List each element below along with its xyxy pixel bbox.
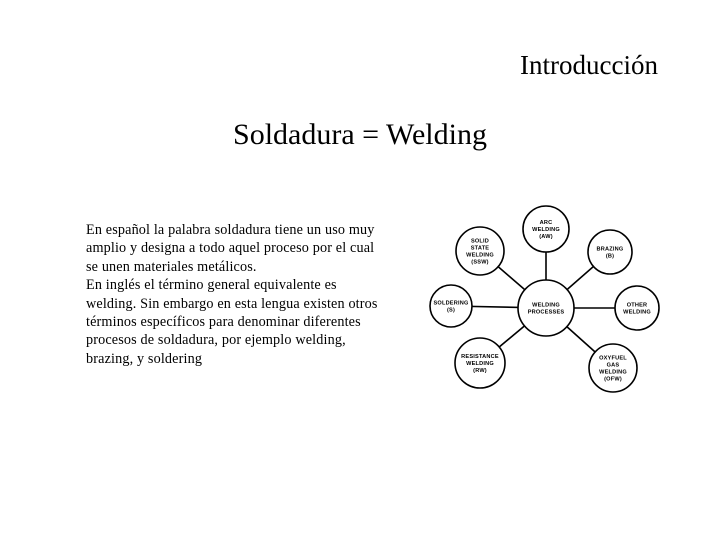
- body-text: [86, 221, 386, 368]
- slide-header: Introducción: [520, 50, 658, 80]
- node-brazing-label-line: (B): [605, 253, 615, 260]
- node-arc-label-line: ARC: [539, 220, 553, 226]
- paragraph-english: En inglés el término general equivalente es welding. Sin embargo en esta lengua existen otros términos específicos para denominar diferentes procesos de soldadura, por ejemplo welding, brazing, y soldering: [86, 277, 378, 367]
- node-solid-label-line: WELDING: [466, 252, 494, 259]
- node-other: [615, 286, 659, 330]
- slide-title-text: Soldadura = Welding: [233, 118, 487, 151]
- node-oxyfuel: [589, 344, 637, 392]
- node-solid: [456, 227, 504, 275]
- node-soldering: [430, 285, 472, 327]
- node-brazing-label-line: BRAZING: [596, 246, 624, 253]
- node-solid-label-line: SOLID: [470, 238, 490, 245]
- node-arc: [523, 206, 569, 252]
- node-oxyfuel-label-line: (OFW): [604, 376, 622, 383]
- node-resistance: [455, 338, 505, 388]
- node-resistance-label-line: (RW): [473, 368, 487, 374]
- diagram-svg: [425, 200, 665, 400]
- node-brazing: [588, 230, 632, 274]
- node-arc-label-line: WELDING: [532, 227, 560, 233]
- node-solid-label-line: STATE: [470, 245, 490, 252]
- node-welding-processes-label-line: WELDING: [532, 302, 560, 309]
- node-resistance-label-line: WELDING: [466, 361, 494, 367]
- node-arc-label-line: (AW): [539, 234, 553, 240]
- node-soldering-label-line: SOLDERING: [433, 300, 469, 307]
- node-other-label-line: WELDING: [623, 309, 651, 316]
- node-welding-processes-label-line: PROCESSES: [527, 309, 565, 316]
- node-solid-label-line: (SSW): [471, 259, 489, 266]
- slide-title: [0, 118, 720, 151]
- node-oxyfuel-label-line: OXYFUEL: [599, 355, 627, 362]
- welding-processes-diagram: [425, 200, 665, 400]
- node-soldering-label-line: (S): [446, 307, 456, 314]
- paragraph-spanish: En español la palabra soldadura tiene un uso muy amplio y designa a todo aquel proceso por el cual se unen materiales metálicos.: [86, 222, 375, 275]
- node-welding-processes: [518, 280, 574, 336]
- node-oxyfuel-label-line: WELDING: [599, 369, 627, 376]
- node-oxyfuel-label-line: GAS: [606, 362, 620, 369]
- node-resistance-label-line: RESISTANCE: [461, 354, 499, 360]
- node-other-label-line: OTHER: [626, 302, 648, 309]
